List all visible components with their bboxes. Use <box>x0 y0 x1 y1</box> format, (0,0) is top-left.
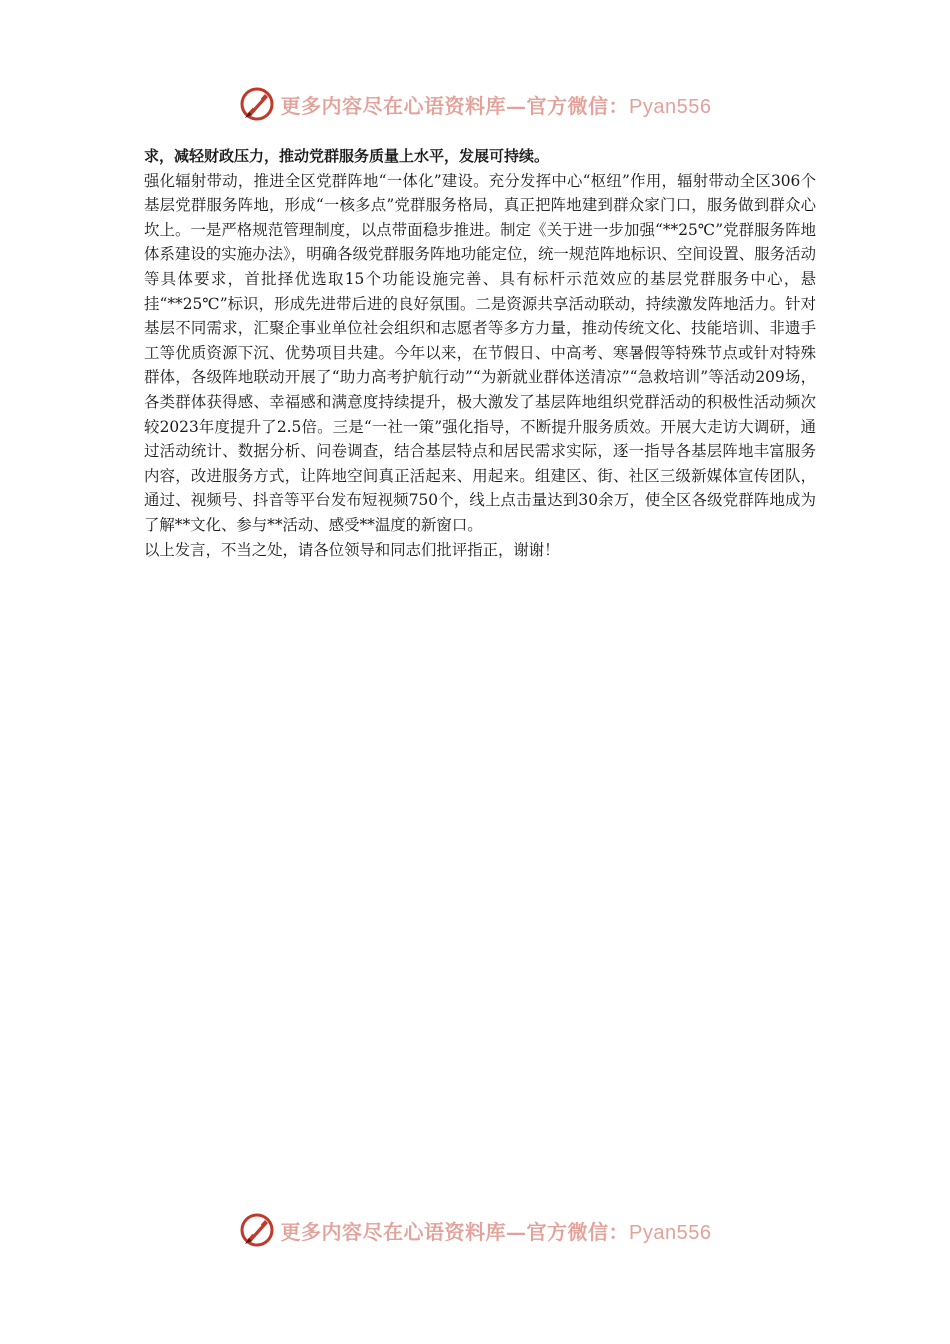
closing-paragraph: 以上发言，不当之处，请各位领导和同志们批评指正，谢谢！ <box>144 540 560 559</box>
banner-wechat-handle: Pyan556 <box>629 1221 712 1244</box>
quill-logo-icon <box>239 86 275 122</box>
banner-slogan: 更多内容尽在心语资料库—官方微信： <box>280 93 630 118</box>
lead-sentence: 求，减轻财政压力，推动党群服务质量上水平，发展可持续。 <box>144 147 550 165</box>
banner-wechat-handle: Pyan556 <box>629 95 712 118</box>
footer-banner <box>0 1208 950 1252</box>
header-banner <box>0 82 950 126</box>
main-paragraph: 强化辐射带动，推进全区党群阵地“一体化”建设。充分发挥中心“枢纽”作用，辐射带动全区306个基层党群服务阵地，形成“一核多点”党群服务格局，真正把阵地建到群众家门口，服务做到群众心坎上。一是严格规范管理制度，以点带面稳步推进。制定《关于进一步加强“**25℃”党群服务阵地体系建设的实施办法》，明确各级党群服务阵地功能定位，统一规范阵地标识、空间设置、服务活动等具体要求，首批择优选取15个功能设施完善、具有标杆示范效应的基层党群服务中心，悬挂“**25℃”标识，形成先进带后进的良好氛围。二是资源共享活动联动，持续激发阵地活力。针对基层不同需求，汇聚企事业单位社会组织和志愿者等多方力量，推动传统文化、技能培训、非遗手工等优质资源下沉、优势项目共建。今年以来，在节假日、中高考、寒暑假等特殊节点或针对特殊群体，各级阵地联动开展了“助力高考护航行动”“为新就业群体送清凉”“急救培训”等活动209场，各类群体获得感、幸福感和满意度持续提升，极大激发了基层阵地组织党群活动的积极性活动频次较2023年度提升了2.5倍。三是“一社一策”强化指导，不断提升服务质效。开展大走访大调研，通过活动统计、数据分析、问卷调查，结合基层特点和居民需求实际，逐一指导各基层阵地丰富服务内容，改进服务方式，让阵地空间真正活起来、用起来。组建区、街、社区三级新媒体宣传团队，通过、视频号、抖音等平台发布短视频750个，线上点击量达到30余万，使全区各级党群阵地成为了解**文化、参与**活动、感受**温度的新窗口。 <box>144 171 816 534</box>
document-body <box>144 144 816 562</box>
banner-slogan: 更多内容尽在心语资料库—官方微信： <box>280 1219 630 1244</box>
banner-text <box>281 1216 712 1245</box>
quill-logo-icon <box>239 1212 275 1248</box>
banner-text <box>281 90 712 119</box>
